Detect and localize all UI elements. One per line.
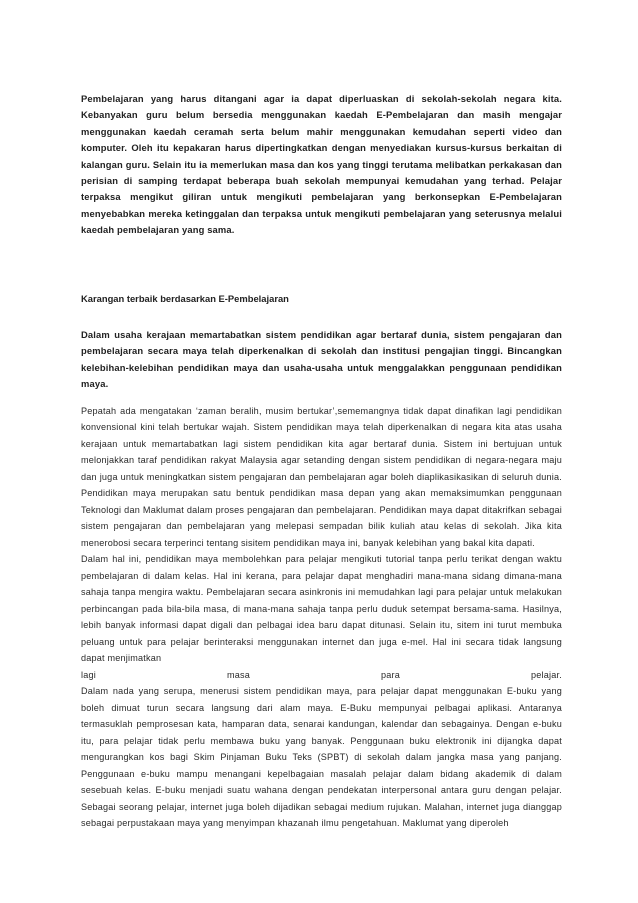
section-spacer bbox=[81, 241, 562, 292]
document-page bbox=[81, 91, 562, 832]
body-paragraph-2-last-line bbox=[81, 667, 562, 684]
intro-paragraph: Pembelajaran yang harus ditangani agar ia dapat diperluaskan di sekolah-sekolah negara kita. Kebanyakan guru belum bersedia menggunakan kaedah E-Pembelajaran dan masih mengajar menggunakan kaedah ceramah serta belum mahir menggunakan kemudahan seperti video dan komputer. Oleh itu kepakaran harus dipertingkatkan dengan menyediakan kursus-kursus berkaitan di kalangan guru. Selain itu ia memerlukan masa dan kos yang tinggi terutama melibatkan perkakasan dan perisian di samping terdapat beberapa buah sekolah mempunyai kemudahan yang terhad. Pelajar terpaksa mengikut giliran untuk mengikuti pembelajaran yang berkonsepkan E-Pembelajaran menyebabkan mereka ketinggalan dan terpaksa untuk mengikuti pembelajaran yang seterusnya melalui kaedah pembelajaran yang sama. bbox=[81, 93, 562, 236]
body-paragraph-3: Dalam nada yang serupa, menerusi sistem pendidikan maya, para pelajar dapat menggunakan E-buku yang boleh dimuat turun secara langsung dari alam maya. E-Buku mempunyai pelbagai aplikasi. Antaranya termasuklah pemprosesan kata, hamparan data, senarai kandungan, kalendar dan sebagainya. Dengan e-buku itu, para pelajar tidak perlu membawa buku yang banyak. Penggunaan buku elektronik ini dijangka dapat mengurangkan kos bagi Skim Pinjaman Buku Teks (SPBT) di sekolah dalam jangka masa yang panjang. Penggunaan e-buku mampu menangani kepelbagaian masalah pelajar dalam bidang akademik di dalam sesebuah kelas. E-buku menjadi suatu wahana dengan pendekatan interpersonal antara guru dengan pelajar. Sebagai seorang pelajar, internet juga boleh dijadikan sebagai medium rujukan. Malahan, internet juga dianggap sebagai perpustakaan maya yang menyimpan khazanah ilmu pengetahuan. Maklumat yang diperoleh bbox=[81, 686, 562, 829]
essay-heading: Karangan terbaik berdasarkan E-Pembelajaran bbox=[81, 293, 289, 304]
essay-body bbox=[81, 403, 562, 832]
last-line-word: masa bbox=[226, 669, 251, 680]
body-paragraph-2: Dalam hal ini, pendidikan maya membolehkan para pelajar mengikuti tutorial tanpa perlu terikat dengan waktu pembelajaran di dalam kelas. Hal ini kerana, para pelajar dapat menghadiri mana-mana sidang dimana-mana sahaja tanpa mengira waktu. Pembelajaran secara asinkronis ini memudahkan lagi para pelajar untuk melakukan perbincangan pada bila-bila masa, di mana-mana sahaja tanpa perlu duduk setempat bersama-sama. Hasilnya, lebih banyak informasi dapat digali dan pelbagai idea baru dapat ditunasi. Selain itu, sitem ini turut membuka peluang untuk para pelajar berinteraksi menggunakan internet dan juga e-mel. Hal ini secara tidak langsung dapat menjimatkan bbox=[81, 554, 562, 664]
last-line-word: pelajar. bbox=[531, 669, 562, 680]
body-paragraph-1: Pepatah ada mengatakan ‘zaman beralih, musim bertukar’,sememangnya tidak dapat dinafikan lagi pendidikan konvensional kini telah bertukar wajah. Sistem pendidikan maya telah diperkenalkan di negara kita atas usaha kerajaan untuk memartabatkan lagi sistem pendidikan kita agar bertaraf dunia. Sistem ini bertujuan untuk melonjakkan taraf pendidikan rakyat Malaysia agar setanding dengan sistem pendidikan di negara-negara maju dan juga untuk meningkatkan sistem pengajaran dan pembelajaran agar boleh diaplikasikasikan di seluruh dunia. Pendidikan maya merupakan satu bentuk pendidikan masa depan yang akan memaksimumkan penggunaan Teknologi dan Maklumat dalam proses pengajaran dan pembelajaran. Pendidikan maya dapat ditakrifkan sebagai sistem pengajaran dan pembelajaran yang melepasi sempadan bilik kuliah atau kelas di sekolah. Jika kita menerobosi secara terperinci tentang sisitem pendidikan maya ini, banyak kelebihan yang bakal kita dapati. bbox=[81, 405, 562, 548]
essay-question: Dalam usaha kerajaan memartabatkan sistem pendidikan agar bertaraf dunia, sistem pengajaran dan pembelajaran secara maya telah diperkenalkan di sekolah dan institusi pengajian tinggi. Bincangkan kelebihan-kelebihan pendidikan maya dan usaha-usaha untuk menggalakkan penggunaan pendidikan maya. bbox=[81, 329, 562, 390]
last-line-word: lagi bbox=[81, 669, 96, 680]
last-line-word: para bbox=[381, 669, 401, 680]
